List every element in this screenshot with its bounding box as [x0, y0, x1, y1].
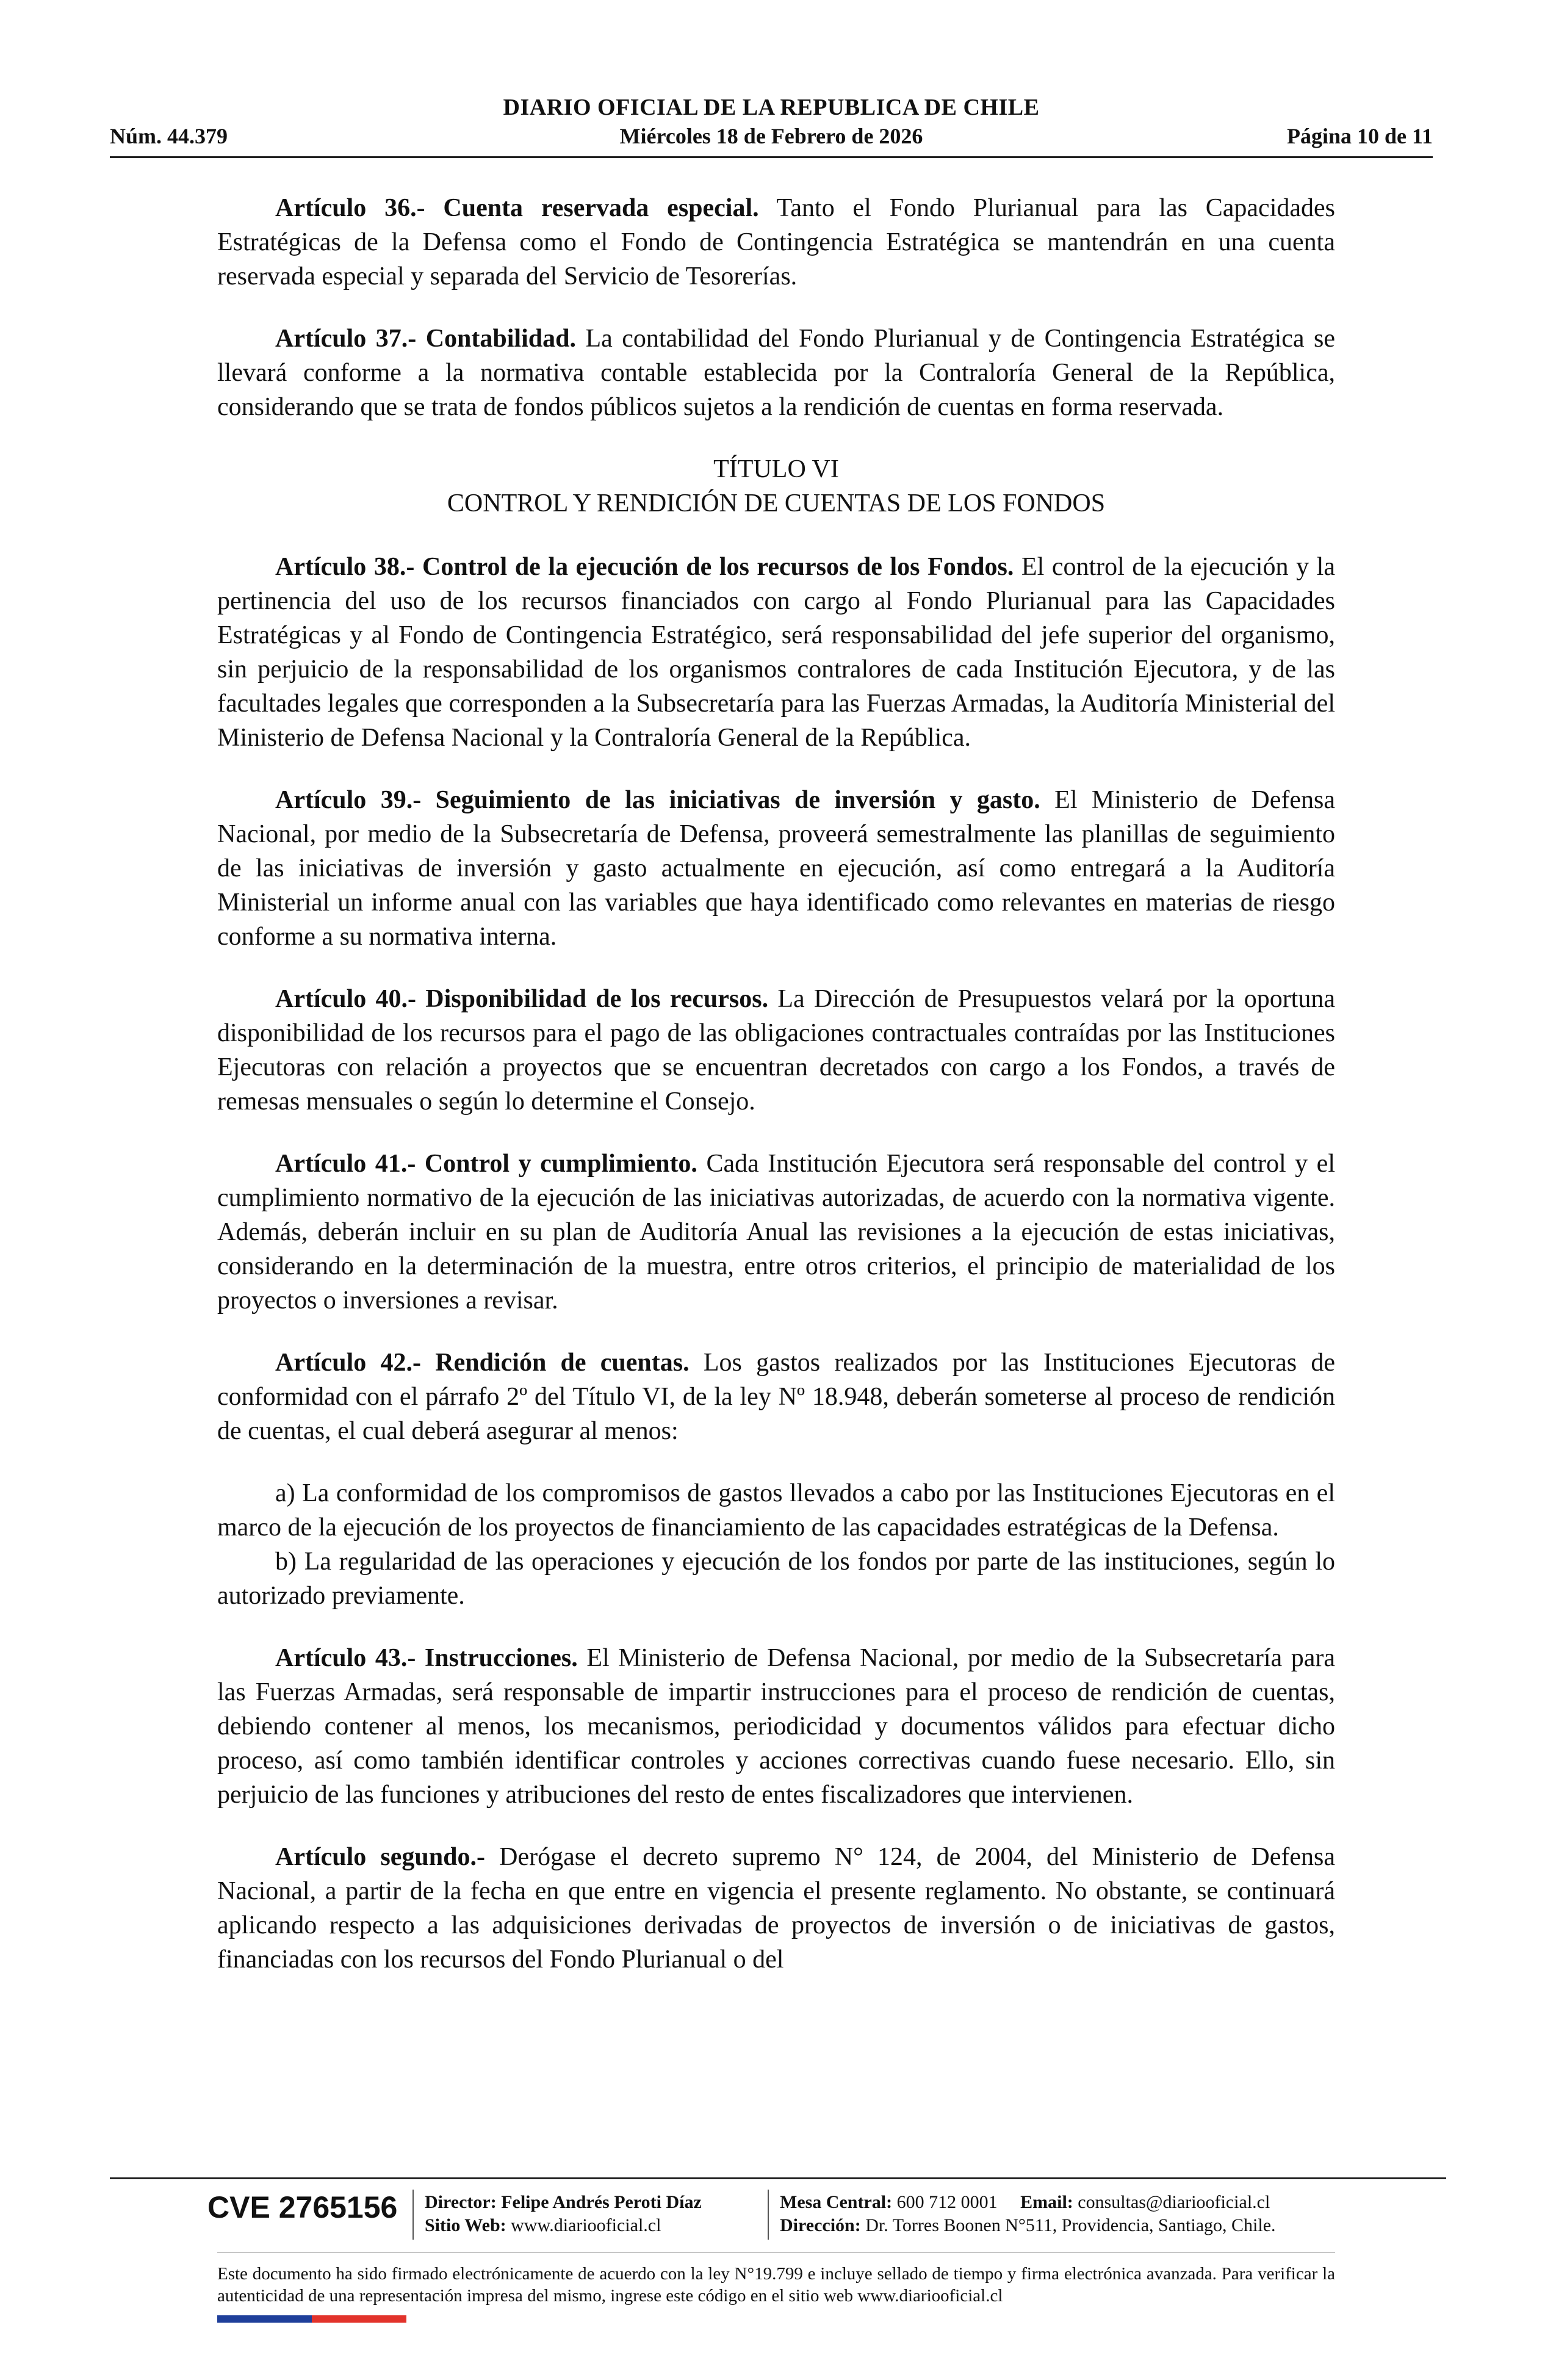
article-41-heading: Artículo 41.- Control y cumplimiento.	[275, 1150, 697, 1178]
mesa-phone: 600 712 0001	[892, 2192, 998, 2212]
article-43-text: El Ministerio de Defensa Nacional, por medio de la Subsecretaría para las Fuerzas Armadas, será responsable de impartir instrucciones para el proceso de rendición de cuentas, debiendo contener al menos, los mecanismos, periodicidad y documentos válidos para efectuar dicho proceso, así como también identificar controles y acciones correctivas cuando fuese necesario. Ello, sin perjuicio de las funciones y atribuciones del resto de entes fiscalizadores que intervienen.	[217, 1644, 1335, 1809]
footer-director-column	[425, 2191, 702, 2237]
header-meta-row	[110, 123, 1433, 150]
article-38-heading: Artículo 38.- Control de la ejecución de los recursos de los Fondos.	[275, 553, 1014, 581]
article-39	[217, 783, 1335, 954]
article-37-heading: Artículo 37.- Contabilidad.	[275, 325, 576, 353]
article-41	[217, 1147, 1335, 1318]
article-40	[217, 982, 1335, 1119]
article-42-text: Los gastos realizados por las Instituciones Ejecutoras de conformidad con el párrafo 2º del Título VI, de la ley Nº 18.948, deberán someterse al proceso de rendición de cuentas, el cual deberá asegurar al menos:	[217, 1349, 1335, 1445]
article-42	[217, 1346, 1335, 1448]
article-42-item-b: b) La regularidad de las operaciones y ejecución de los fondos por parte de las instituciones, según lo autorizado previamente.	[217, 1548, 1335, 1610]
signature-disclaimer: Este documento ha sido firmado electrónicamente de acuerdo con la ley N°19.799 e incluye sellado de tiempo y firma electrónica avanzada. Para verificar la autenticidad de una representación impresa del mismo, ingrese este código en el sitio web www.diariooficial.cl	[217, 2264, 1335, 2306]
article-38	[217, 550, 1335, 755]
article-36-text: Tanto el Fondo Plurianual para las Capacidades Estratégicas de la Defensa como el Fondo de Contingencia Estratégica se mantendrán en una cuenta reservada especial y separada del Servicio de Tesorerías.	[217, 194, 1335, 290]
article-42-heading: Artículo 42.- Rendición de cuentas.	[275, 1349, 690, 1377]
title-vi-name: CONTROL Y RENDICIÓN DE CUENTAS DE LOS FONDOS	[447, 489, 1106, 517]
article-segundo	[217, 1840, 1335, 1977]
header-divider	[110, 156, 1433, 158]
site-link[interactable]: www.diariooficial.cl	[506, 2215, 661, 2235]
article-segundo-heading: Artículo segundo.-	[275, 1843, 485, 1871]
page-indicator: Página 10 de 11	[1286, 124, 1433, 148]
article-43-heading: Artículo 43.- Instrucciones.	[275, 1644, 578, 1672]
title-vi-number: TÍTULO VI	[713, 455, 839, 483]
page-header	[110, 94, 1433, 154]
article-38-text: El control de la ejecución y la pertinencia del uso de los recursos financiados con cargo al Fondo Plurianual para las Capacidades Estratégicas y al Fondo de Contingencia Estratégico, será responsabilidad del jefe superior del organismo, sin perjuicio de la responsabilidad de los organismos contralores de cada Institución Ejecutora, y de las facultades legales que corresponden a la Subsecretaría para las Fuerzas Armadas, la Auditoría Ministerial del Ministerio de Defensa Nacional y la Contraloría General de la República.	[217, 553, 1335, 752]
mesa-label: Mesa Central:	[780, 2192, 893, 2212]
article-37-text: La contabilidad del Fondo Plurianual y de Contingencia Estratégica se llevará conforme a la normativa contable establecida por la Contraloría General de la República, considerando que se trata de fondos públicos sujetos a la rendición de cuentas en forma reservada.	[217, 325, 1335, 421]
article-39-text: El Ministerio de Defensa Nacional, por medio de la Subsecretaría de Defensa, proveerá semestralmente las planillas de seguimiento de las iniciativas de inversión y gasto actualmente en ejecución, así como entregará a la Auditoría Ministerial un informe anual con las variables que haya identificado como relevantes en materias de riesgo conforme a su normativa interna.	[217, 786, 1335, 951]
chile-flag-stripe	[217, 2315, 406, 2323]
article-36-heading: Artículo 36.- Cuenta reservada especial.	[275, 194, 759, 222]
article-36	[217, 191, 1335, 294]
newspaper-title: DIARIO OFICIAL DE LA REPUBLICA DE CHILE	[503, 95, 1040, 120]
cve-code: CVE 2765156	[207, 2190, 398, 2224]
direccion-label: Dirección:	[780, 2215, 861, 2235]
footer-divider	[110, 2177, 1446, 2179]
issue-number: Núm. 44.379	[110, 124, 228, 148]
email-link[interactable]: consultas@diariooficial.cl	[1073, 2192, 1270, 2212]
footer-separator-2	[768, 2190, 769, 2240]
article-42-item-a: a) La conformidad de los compromisos de gastos llevados a cabo por las Instituciones Ejecutoras en el marco de la ejecución de los proyectos de financiamiento de las capacidades estratégicas de la Defensa.	[217, 1479, 1335, 1542]
article-40-heading: Artículo 40.- Disponibilidad de los recursos.	[275, 985, 769, 1013]
issue-date: Miércoles 18 de Febrero de 2026	[619, 124, 923, 148]
article-39-heading: Artículo 39.- Seguimiento de las iniciativas de inversión y gasto.	[275, 786, 1040, 814]
document-body	[217, 191, 1335, 2005]
email-label: Email:	[1020, 2192, 1073, 2212]
article-41-text: Cada Institución Ejecutora será responsable del control y el cumplimiento normativo de la ejecución de las iniciativas autorizadas, de acuerdo con la normativa vigente. Además, deberán incluir en su plan de Auditoría Anual las revisiones a la ejecución de estas iniciativas, considerando en la determinación de la muestra, entre otros criterios, el principio de materialidad de los proyectos o inversiones a revisar.	[217, 1150, 1335, 1314]
flag-blue-segment	[217, 2315, 312, 2323]
footer-contact-column	[780, 2191, 1276, 2237]
director-label: Director:	[425, 2192, 497, 2212]
article-43	[217, 1641, 1335, 1812]
footer-separator-1	[412, 2190, 414, 2240]
director-name: Felipe Andrés Peroti Díaz	[496, 2192, 702, 2212]
direccion-value: Dr. Torres Boonen N°511, Providencia, Santiago, Chile.	[860, 2215, 1276, 2235]
article-40-text: La Dirección de Presupuestos velará por la oportuna disponibilidad de los recursos para el pago de las obligaciones contractuales contraídas por las Instituciones Ejecutoras con relación a proyectos que se encuentran decretados con cargo a los Fondos, a través de remesas mensuales o según lo determine el Consejo.	[217, 985, 1335, 1116]
title-vi-block	[217, 452, 1335, 521]
article-segundo-text: Derógase el decreto supremo N° 124, de 2004, del Ministerio de Defensa Nacional, a partir de la fecha en que entre en vigencia el presente reglamento. No obstante, se continuará aplicando respecto a las adquisiciones derivadas de proyectos de inversión o de iniciativas de gastos, financiadas con los recursos del Fondo Plurianual o del	[217, 1843, 1335, 1974]
flag-red-segment	[312, 2315, 406, 2323]
article-37	[217, 322, 1335, 424]
site-label: Sitio Web:	[425, 2215, 506, 2235]
